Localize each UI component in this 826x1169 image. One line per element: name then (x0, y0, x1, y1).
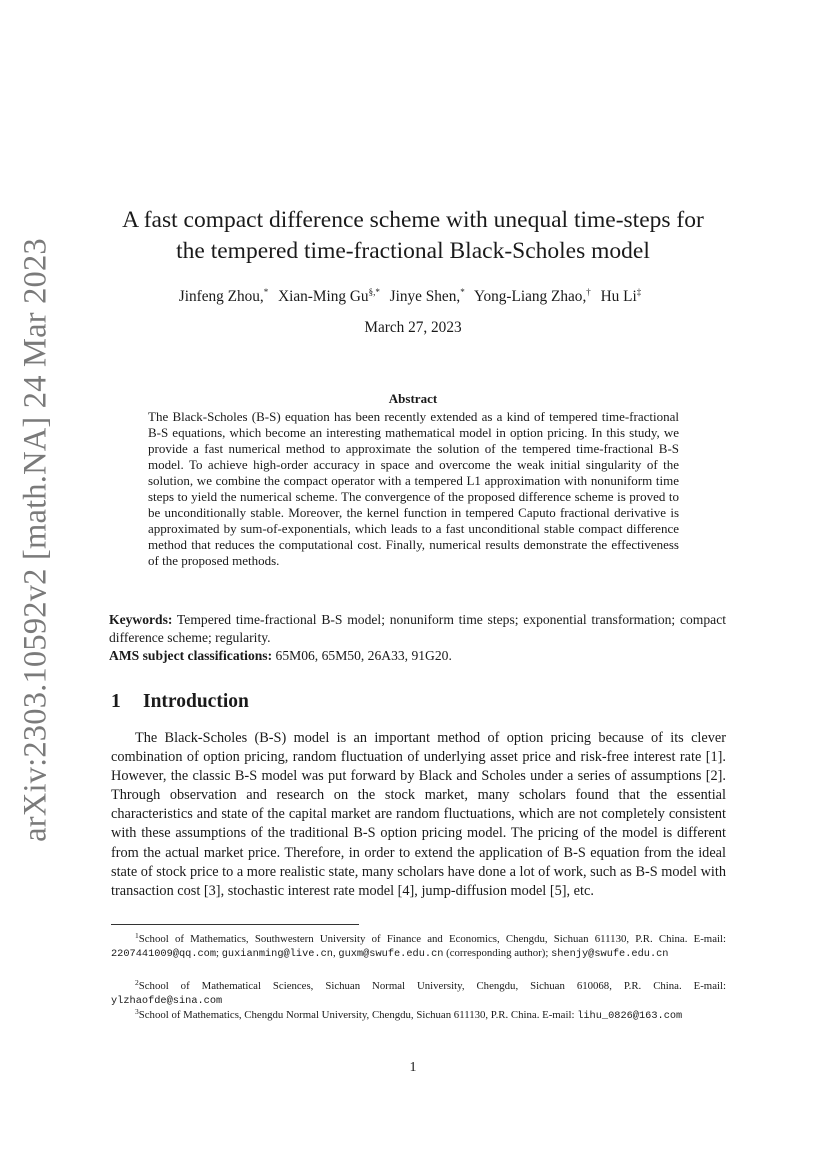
section-title: Introduction (143, 691, 249, 712)
section-heading (111, 691, 249, 713)
email-link[interactable]: shenjy@swufe.edu.cn (551, 948, 669, 961)
author: Xian-Ming Gu§,* (278, 287, 380, 305)
section-number: 1 (111, 691, 121, 712)
arxiv-stamp (14, 238, 58, 842)
abstract-body: The Black-Scholes (B-S) equation has been recently extended as a kind of tempered time-fractional B-S equations, which become an interesting mathematical model in option pricing. In this study, we provide a fast numerical method to approximate the solution of the tempered time-fractional B-S model. To achieve high-order accuracy in space and overcome the weak initial singularity of the solution, we combine the compact operator with a tempered L1 approximation with nonuniform time steps to yield the numerical scheme. The convergence of the proposed difference scheme is proved to be unconditionally stable. Moreover, the kernel function in tempered Caputo fractional derivative is approximated by sum-of-exponentials, which leads to a fast unconditional stable compact difference method that reduces the computational cost. Finally, numerical results demonstrate the effectiveness of the proposed methods. (148, 409, 679, 568)
ams-label: AMS subject classifications: (109, 648, 273, 663)
author-mark: † (586, 287, 591, 297)
ams-classifications (109, 647, 726, 665)
author-mark: ‡ (636, 287, 642, 297)
paper-title (100, 205, 726, 267)
keywords (109, 611, 726, 647)
paragraph: The Black-Scholes (B-S) model is an important method of option pricing because of its clever combination of option pricing, random fluctuation of underlying asset price and risk-free interest rate [1]. However, the classic B-S model was put forward by Black and Scholes under a series of assumptions [2]. Through observation and research on the stock market, many scholars found that the essential characteristics and state of the capital market are random fluctuations, which are not completely consistent with these assumptions of the traditional B-S option pricing model. The pricing of the model is different from the actual market price. Therefore, in order to extend the application of B-S equation from the ideal state of stock price to a more realistic state, many scholars have done a lot of work, such as B-S model with transaction cost [3], stochastic interest rate model [4], jump-diffusion model [5], etc. (111, 730, 726, 899)
ams-text: 65M06, 65M50, 26A33, 91G20. (272, 648, 452, 663)
author-list (100, 287, 726, 306)
paper-date: March 27, 2023 (364, 319, 462, 336)
author-mark: * (263, 287, 269, 297)
footnote-2: $^2$School of Mathematical Sciences, Sichuan Normal University, Chengdu, Sichuan 610068, P.R. China. E-mail: ylzhaofde@sina.com (111, 978, 726, 1008)
author-mark: * (460, 287, 465, 297)
introduction-text (111, 729, 726, 901)
abstract-heading: Abstract (388, 391, 438, 406)
keywords-text: Tempered time-fractional B-S model; nonuniform time steps; exponential transformation; compact difference scheme; regularity. (109, 612, 726, 645)
email-link[interactable]: ylzhaofde@sina.com (111, 995, 223, 1008)
author-mark: §,* (368, 287, 380, 297)
title-line-1: A fast compact difference scheme with unequal time-steps for (122, 207, 704, 233)
email-link[interactable]: guxianming@live.cn (221, 948, 333, 961)
footnote-3: $^3$School of Mathematics, Chengdu Normal University, Chengdu, Sichuan 611130, P.R. China. E-mail: lihu_0826@163.com (135, 1007, 683, 1022)
footnote-1: $^1$School of Mathematics, Southwestern University of Finance and Economics, Chengdu, Sichuan 611130, P.R. China. E-mail: 2207441009@qq.com; guxianming@live.cn, guxm@swufe.edu.cn (corresponding author); shenjy@swufe.edu.cn (111, 931, 726, 961)
email-link[interactable]: lihu_0826@163.com (577, 1010, 683, 1022)
arxiv-identifier: arXiv:2303.10592v2 [math.NA] 24 Mar 2023 (17, 238, 54, 842)
author: Hu Li‡ (600, 287, 642, 305)
page-number: 1 (409, 1060, 417, 1075)
author: Jinfeng Zhou,* (178, 287, 269, 305)
email-link[interactable]: guxm@swufe.edu.cn (338, 948, 444, 961)
title-line-2: the tempered time-fractional Black-Scholes model (176, 238, 650, 264)
footnote-rule (111, 924, 359, 925)
keywords-label: Keywords: (109, 612, 173, 627)
keywords-block (109, 611, 726, 665)
author: Jinye Shen,* (389, 287, 465, 305)
email-link[interactable]: 2207441009@qq.com (111, 948, 217, 961)
author: Yong-Liang Zhao,† (473, 287, 591, 305)
